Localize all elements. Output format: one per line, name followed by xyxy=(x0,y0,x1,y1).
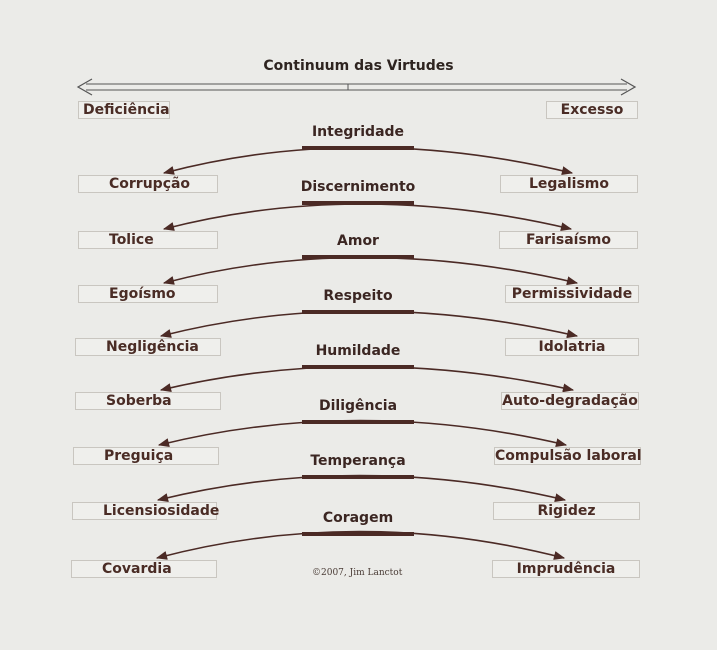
scale-arrow xyxy=(78,79,635,95)
deficiency-label: Egoísmo xyxy=(78,285,218,303)
virtue-label: Amor xyxy=(337,233,379,249)
virtue-label: Temperança xyxy=(310,453,406,469)
virtue-label: Diligência xyxy=(318,398,398,414)
excess-scale-label: Excesso xyxy=(546,101,638,119)
virtue-label: Coragem xyxy=(322,510,394,526)
virtue-label: Integridade xyxy=(311,124,405,140)
continuum-arrow xyxy=(164,258,577,284)
continuum-arrow xyxy=(161,311,577,336)
deficiency-label: Preguiça xyxy=(73,447,219,465)
continuum-arrow xyxy=(164,204,571,229)
virtue-label: Humildade xyxy=(315,343,401,359)
excess-label: Auto-degradação xyxy=(502,393,638,409)
deficiency-label: Negligência xyxy=(75,338,221,356)
diagram-title: Continuum das Virtudes xyxy=(263,58,454,74)
deficiency-label: Soberba xyxy=(75,392,221,410)
continuum-arrow xyxy=(158,476,565,501)
deficiency-label: Tolice xyxy=(78,231,218,249)
excess-label: Imprudência xyxy=(492,560,640,578)
excess-label: Idolatria xyxy=(505,338,639,356)
continuum-arrow xyxy=(164,148,572,174)
deficiency-scale-label: Deficiência xyxy=(78,101,170,119)
excess-label: Legalismo xyxy=(500,175,638,193)
excess-label: Permissividade xyxy=(505,285,639,303)
virtue-label: Discernimento xyxy=(300,179,416,195)
continuum-arrow xyxy=(159,421,566,446)
virtue-label: Respeito xyxy=(323,288,393,304)
deficiency-label: Licensiosidade xyxy=(72,502,217,520)
excess-label: Farisaísmo xyxy=(499,231,638,249)
excess-label: Rigidez xyxy=(493,502,640,520)
copyright: ©2007, Jim Lanctot xyxy=(312,568,403,578)
continuum-arrow xyxy=(161,367,573,391)
deficiency-label: Corrupção xyxy=(78,175,218,193)
excess-label: Compulsão laboral xyxy=(495,448,642,464)
deficiency-label: Covardia xyxy=(71,560,217,578)
